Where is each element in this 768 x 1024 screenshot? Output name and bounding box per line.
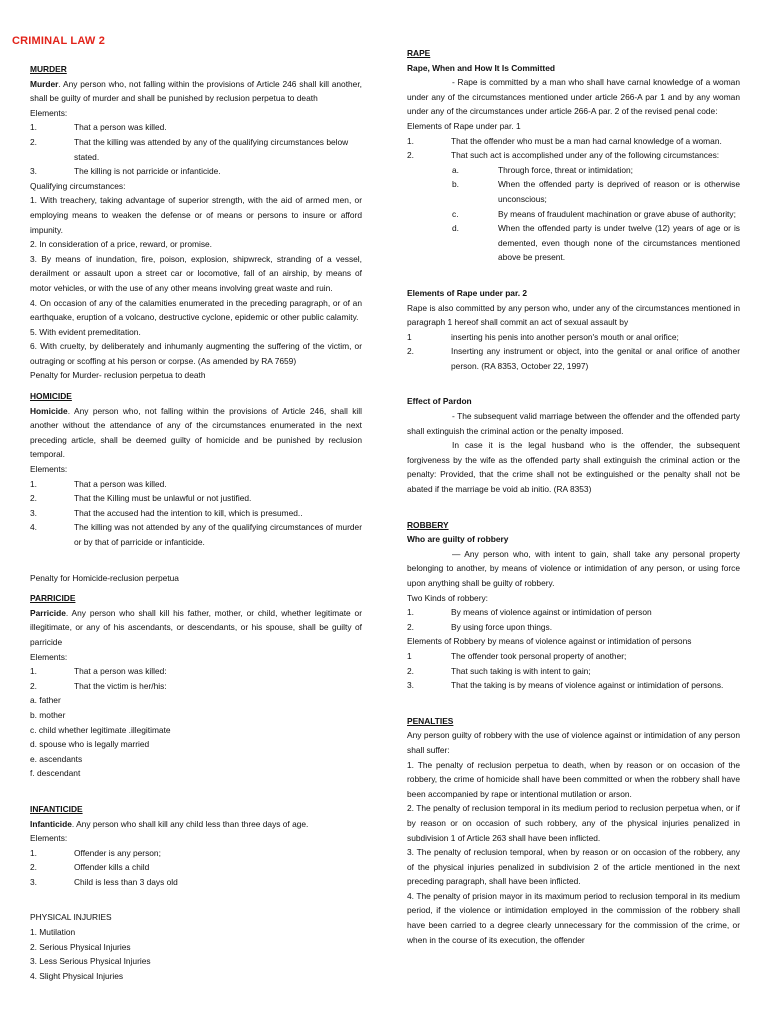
list-item-number: 1 (407, 331, 412, 342)
list-item: 1. Mutilation (30, 927, 76, 938)
qualifying-label: Qualifying circumstances: (30, 180, 126, 191)
list-item: 6. With cruelty, by deliberately and inhumanly augmenting the suffering of the victim, or outraging or scoffing at his person or corpse. (As amended by RA 7659) (30, 341, 362, 366)
homicide-definition: Homicide. Any person who, not falling within the provisions of Article 246, shall kill another without the attendance of any of the circumstances enumerated in the next preceding article, shall be deemed guilty of homicide and be punished by reclusion temporal. (30, 405, 362, 460)
parricide-elements-label: Elements: (30, 651, 68, 662)
rape-subheading: Rape, When and How It Is Committed (407, 62, 555, 73)
pardon-label: Effect of Pardon (407, 396, 472, 407)
list-item-text: That a person was killed. (74, 478, 167, 489)
list-item-number: 3. (407, 680, 414, 691)
list-item: 4. Slight Physical Injuries (30, 970, 124, 981)
homicide-heading: HOMICIDE (30, 391, 72, 402)
list-item (407, 148, 740, 163)
homicide-penalty: Penalty for Homicide-reclusion perpetua (30, 572, 179, 583)
robbery-heading: ROBBERY (407, 519, 449, 530)
rape-circumstances (407, 163, 740, 265)
list-item (452, 163, 740, 178)
robbery-definition: — Any person who, with intent to gain, shall take any personal property belonging to another, by means of violence or intimidation of any person, or using force upon anything shall be guilty of robbery. (407, 548, 740, 588)
list-item: 1. With treachery, taking advantage of superior strength, with the aid of armed men, or employing means to weaken the defense or of means or persons to insure or afford impunity. (30, 195, 362, 235)
left-column (30, 62, 362, 983)
list-item (30, 875, 362, 890)
murder-heading: MURDER (30, 64, 67, 74)
list-item (30, 477, 362, 492)
list-item-number: 1 (407, 650, 412, 661)
list-item (30, 120, 362, 135)
robbery-elements-label: Elements of Robbery by means of violence against or intimidation of persons (407, 636, 692, 647)
list-item-text: By using force upon things. (451, 621, 553, 632)
list-item-text: The offender took personal property of another; (451, 650, 627, 661)
rape-heading: RAPE (407, 48, 431, 58)
robbery-kinds-label: Two Kinds of robbery: (407, 592, 488, 603)
list-item-number: d. (452, 223, 459, 234)
list-item: 2. In consideration of a price, reward, or promise. (30, 239, 213, 250)
parricide-definition: Parricide. Any person who shall kill his father, mother, or child, whether legitimate or illegitimate, or any of his ascendants, or descendants, or his spouse, shall be guilty of parricide (30, 607, 362, 647)
list-item (30, 135, 362, 164)
rape-elements1-label: Elements of Rape under par. 1 (407, 120, 521, 131)
penalties-intro: Any person guilty of robbery with the use of violence against or intimidation of any person shall suffer: (407, 730, 740, 755)
murder-elements-label: Elements: (30, 107, 68, 118)
list-item-text: That such taking is with intent to gain; (451, 665, 591, 676)
list-item-number: 3. (30, 507, 37, 518)
list-item (30, 164, 362, 179)
list-item (407, 620, 740, 635)
murder-definition: Murder. Any person who, not falling within the provisions of Article 246 shall kill another, shall be guilty of murder and shall be punished by reclusion perpetua to death (30, 78, 362, 104)
list-item-number: 2. (407, 665, 414, 676)
list-item-text: That the victim is her/his: (74, 680, 167, 691)
list-item: 3. By means of inundation, fire, poison, explosion, shipwreck, stranding of a vessel, derailment or assault upon a street car or locomotive, fall of an airship, by means of motor vehicles, or with the use of any other means involving great waste and ruin. (30, 253, 362, 293)
list-item-number: 1. (30, 666, 37, 677)
list-item (452, 221, 740, 265)
pardon-paragraph-2: In case it is the legal husband who is the offender, the subsequent forgiveness by the wife as the offended party shall extinguish the criminal action or the penalty: Provided, that the crime shall not be extinguished or the penalty shall not be abated if the marriage be void ab initio. (RA 8353) (407, 440, 740, 495)
list-item-text: Inserting any instrument or object, into the genital or anal orifice of another person. (RA 8353, October 22, 1997) (451, 346, 740, 371)
list-item (452, 177, 740, 206)
list-item (30, 664, 362, 679)
list-item (407, 649, 740, 664)
list-item-text: That a person was killed: (74, 666, 167, 677)
penalties-heading: PENALTIES (407, 715, 454, 726)
list-item (452, 207, 740, 222)
list-item (407, 134, 740, 149)
list-item (30, 846, 362, 861)
list-item: 2. The penalty of reclusion temporal in its medium period to reclusion perpetua when, or if by reason or on occasion of such robbery, any of the physical injuries penalized in subdivision 1 of Article 263 shall have been inflicted. (407, 803, 740, 843)
rape-elements2 (407, 330, 740, 374)
list-item-number: 2. (407, 621, 414, 632)
document-title: CRIMINAL LAW 2 (12, 35, 106, 47)
list-item (30, 506, 362, 521)
homicide-term: Homicide (30, 405, 68, 416)
qualifying-circumstances (30, 193, 362, 368)
list-item-text: That the accused had the intention to kill, which is presumed.. (74, 507, 303, 518)
list-item-text: Child is less than 3 days old (74, 876, 178, 887)
robbery-elements (407, 649, 740, 693)
list-item-text: When the offended party is deprived of reason or is otherwise unconscious; (498, 179, 740, 204)
list-item-text: That such act is accomplished under any of the following circumstances: (451, 150, 720, 161)
list-item: 5. With evident premeditation. (30, 326, 141, 337)
list-item-number: 1. (407, 607, 414, 618)
list-item-number: 1. (30, 847, 37, 858)
robbery-kinds (407, 605, 740, 634)
pardon-paragraph-1: - The subsequent valid marriage between the offender and the offended party shall extinguish the criminal action or the penalty imposed. (407, 411, 740, 436)
list-item-text: By means of fraudulent machination or grave abuse of authority; (498, 208, 736, 219)
list-item-number: 2. (30, 680, 37, 691)
homicide-elements (30, 477, 362, 550)
infanticide-definition: Infanticide. Any person who shall kill any child less than three days of age. (30, 818, 309, 829)
list-item-number: 2. (30, 493, 37, 504)
list-item (407, 605, 740, 620)
list-item: b. mother (30, 709, 66, 720)
list-item-number: 1. (407, 135, 414, 146)
list-item: 4. The penalty of prision mayor in its maximum period to reclusion temporal in its medium period, if the violence or intimidation employed in the commission of the robbery shall have been carried to a degree clearly unnecessary for the commission of the crime, or when in the course of its execution, the offender (407, 890, 740, 945)
list-item-number: 3. (30, 876, 37, 887)
list-item: 2. Serious Physical Injuries (30, 941, 131, 952)
list-item-text: inserting his penis into another person's mouth or anal orifice; (451, 331, 679, 342)
list-item: c. child whether legitimate .illegitimate (30, 724, 171, 735)
right-column (407, 46, 740, 947)
physical-injuries-list (30, 925, 362, 983)
list-item-text: That the offender who must be a man had carnal knowledge of a woman. (451, 135, 722, 146)
list-item-number: 2. (30, 862, 37, 873)
list-item: e. ascendants (30, 753, 83, 764)
list-item-number: a. (452, 164, 459, 175)
murder-term: Murder (30, 78, 59, 89)
parricide-term: Parricide (30, 607, 66, 618)
list-item: 1. The penalty of reclusion perpetua to death, when by reason or on occasion of the robbery, the crime of homicide shall have been committed or when the robbery shall have been accompanied by rape or intentional mutilation or arson. (407, 759, 740, 799)
rape-elements2-intro: Rape is also committed by any person who, under any of the circumstances mentioned in paragraph 1 hereof shall commit an act of sexual assault by (407, 302, 740, 328)
list-item: 3. The penalty of reclusion temporal, when by reason or on occasion of the robbery, any of the physical injuries penalized in subdivision 2 of the article mentioned in the next preceding paragraph, shall have been inflicted. (407, 847, 740, 887)
penalties-list (407, 758, 740, 948)
list-item-text: When the offended party is under twelve (12) years of age or is demented, even though none of the circumstances mentioned above be present. (498, 223, 740, 263)
list-item: d. spouse who is legally married (30, 739, 150, 750)
list-item-text: By means of violence against or intimidation of person (451, 607, 652, 618)
list-item (30, 860, 362, 875)
list-item-number: 2. (407, 346, 414, 357)
parricide-elements (30, 664, 362, 693)
list-item-number: b. (452, 179, 459, 190)
list-item (30, 491, 362, 506)
list-item-text: The killing was not attended by any of the qualifying circumstances of murder or by that of parricide or infanticide. (74, 522, 362, 547)
list-item (407, 344, 740, 373)
list-item-number: 2. (407, 150, 414, 161)
infanticide-heading: INFANTICIDE (30, 803, 83, 814)
list-item: a. father (30, 695, 61, 706)
murder-penalty: Penalty for Murder- reclusion perpetua to death (30, 370, 206, 381)
list-item-text: The killing is not parricide or infanticide. (74, 166, 221, 177)
rape-definition: - Rape is committed by a man who shall have carnal knowledge of a woman under any of the circumstances mentioned under article 266-A par 1 and by any woman under any of the circumstances under article 266-A par. 2 of the revised penal code: (407, 77, 740, 117)
list-item-number: 1. (30, 478, 37, 489)
rape-elements1 (407, 134, 740, 163)
list-item-number: 4. (30, 522, 37, 533)
list-item (407, 330, 740, 345)
robbery-subheading: Who are guilty of robbery (407, 534, 509, 545)
list-item (30, 679, 362, 694)
list-item (407, 664, 740, 679)
physical-injuries-heading: PHYSICAL INJURIES (30, 912, 112, 923)
parricide-victims (30, 693, 362, 781)
list-item-text: Offender is any person; (74, 847, 161, 858)
list-item-number: 1. (30, 122, 37, 133)
parricide-heading: PARRICIDE (30, 593, 76, 604)
list-item-text: That the killing was attended by any of the qualifying circumstances below stated. (74, 136, 349, 162)
list-item (407, 678, 740, 693)
list-item-number: 2. (30, 136, 37, 147)
list-item: 4. On occasion of any of the calamities enumerated in the preceding paragraph, or of an earthquake, eruption of a volcano, destructive cyclone, epidemic or other public calamity. (30, 297, 362, 323)
infanticide-elements (30, 846, 362, 890)
homicide-elements-label: Elements: (30, 464, 68, 475)
rape-elements2-label: Elements of Rape under par. 2 (407, 287, 528, 298)
list-item-text: That the Killing must be unlawful or not justified. (74, 493, 252, 504)
list-item-number: c. (452, 208, 459, 219)
infanticide-elements-label: Elements: (30, 833, 68, 844)
list-item: 3. Less Serious Physical Injuries (30, 956, 151, 967)
list-item-text: Through force, threat or intimidation; (498, 164, 633, 175)
list-item: f. descendant (30, 768, 81, 779)
list-item-text: Offender kills a child (74, 862, 150, 873)
list-item-text: That a person was killed. (74, 122, 167, 133)
list-item-text: That the taking is by means of violence against or intimidation of persons. (451, 680, 724, 691)
list-item (30, 520, 362, 549)
list-item-number: 3. (30, 166, 37, 177)
infanticide-term: Infanticide (30, 818, 72, 829)
murder-elements (30, 120, 362, 178)
